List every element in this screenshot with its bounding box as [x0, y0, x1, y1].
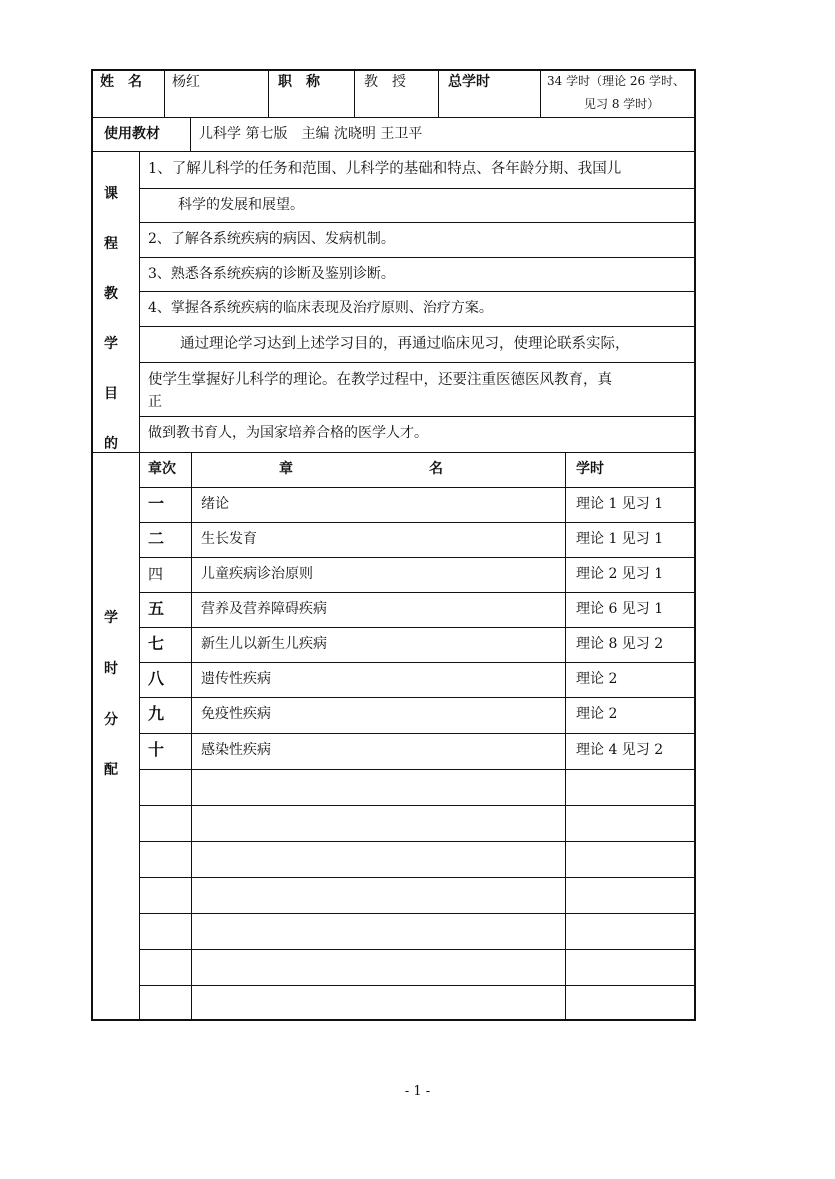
rule	[139, 592, 696, 593]
rule	[139, 362, 696, 363]
rule	[438, 69, 439, 117]
schedule-label-char: 配	[104, 762, 118, 778]
total-hours-label: 总学时	[448, 74, 490, 90]
rule	[164, 69, 165, 117]
title-value: 教 授	[364, 74, 406, 90]
name-header-2: 名	[429, 461, 443, 477]
schedule-label-char: 分	[104, 712, 118, 728]
rule	[139, 805, 696, 806]
chapter-name-cell: 营养及营养障碍疾病	[201, 601, 327, 617]
chapter-cell: 一	[148, 494, 165, 513]
chapter-name-cell: 生长发育	[201, 531, 257, 547]
objective-line: 做到教书育人，为国家培养合格的医学人才。	[148, 425, 428, 441]
chapter-cell: 八	[148, 669, 165, 688]
total-hours-value-line2: 见习 8 学时）	[584, 97, 660, 111]
objective-line: 1、了解儿科学的任务和范围、儿科学的基础和特点、各年龄分期、我国儿	[148, 161, 622, 177]
rule	[139, 557, 696, 558]
schedule-label-char: 时	[104, 661, 118, 677]
objective-line: 3、熟悉各系统疾病的诊断及鉴别诊断。	[148, 266, 395, 282]
rule	[139, 733, 696, 734]
rule	[540, 69, 541, 117]
name-header-1: 章	[279, 461, 293, 477]
rule	[139, 522, 696, 523]
rule	[139, 291, 696, 292]
chapter-cell: 九	[148, 704, 165, 723]
rule	[565, 452, 566, 1021]
objectives-label-char: 目	[104, 386, 118, 402]
chapter-cell: 四	[148, 565, 164, 583]
title-label: 职 称	[278, 74, 320, 90]
rule	[191, 452, 192, 1021]
rule	[354, 69, 355, 117]
rule	[139, 913, 696, 914]
name-label: 姓 名	[100, 74, 142, 90]
hours-cell: 理论 2	[576, 671, 618, 687]
objective-line: 科学的发展和展望。	[178, 197, 304, 213]
hours-cell: 理论 1 见习 1	[576, 531, 664, 547]
objective-line: 2、了解各系统疾病的病因、发病机制。	[148, 231, 395, 247]
objective-line: 使学生掌握好儿科学的理论。在教学过程中，还要注重医德医风教育，真	[148, 372, 612, 388]
objectives-label-char: 教	[104, 286, 118, 302]
rule	[139, 627, 696, 628]
objectives-label-char: 课	[104, 186, 118, 202]
rule	[91, 117, 696, 118]
rule	[91, 452, 696, 453]
hours-cell: 理论 2	[576, 706, 618, 722]
chapter-cell: 十	[148, 740, 165, 759]
textbook-value: 儿科学 第七版 主编 沈晓明 王卫平	[199, 126, 423, 142]
rule	[139, 222, 696, 223]
total-hours-value-line1: 34 学时（理论 26 学时、	[547, 74, 685, 88]
rule	[139, 697, 696, 698]
chapter-cell: 二	[148, 529, 165, 548]
objective-line: 通过理论学习达到上述学习目的，再通过临床见习，使理论联系实际，	[180, 336, 630, 352]
chapter-name-cell: 绪论	[201, 496, 229, 512]
rule	[139, 416, 696, 417]
rule	[139, 985, 696, 986]
rule	[91, 151, 696, 152]
rule	[190, 117, 191, 151]
objectives-label-char: 程	[104, 236, 118, 252]
chapter-cell: 七	[148, 634, 165, 653]
chapter-cell: 五	[148, 599, 165, 618]
name-value: 杨红	[172, 74, 200, 90]
hours-header: 学时	[576, 461, 604, 477]
rule	[139, 877, 696, 878]
hours-cell: 理论 2 见习 1	[576, 566, 664, 582]
textbook-label: 使用教材	[104, 126, 160, 142]
hours-cell: 理论 8 见习 2	[576, 636, 664, 652]
rule	[139, 188, 696, 189]
objectives-label-char: 学	[104, 336, 118, 352]
chapter-name-cell: 儿童疾病诊治原则	[201, 566, 313, 582]
chapter-name-cell: 感染性疾病	[201, 742, 271, 758]
rule	[139, 769, 696, 770]
objective-line: 4、掌握各系统疾病的临床表现及治疗原则、治疗方案。	[148, 300, 493, 316]
hours-cell: 理论 4 见习 2	[576, 742, 664, 758]
chapter-name-cell: 遗传性疾病	[201, 671, 271, 687]
chapter-name-cell: 免疫性疾病	[201, 706, 271, 722]
objectives-label-char: 的	[104, 436, 118, 452]
page-number: - 1 -	[404, 1084, 431, 1099]
hours-cell: 理论 1 见习 1	[576, 496, 664, 512]
rule	[139, 841, 696, 842]
schedule-label-char: 学	[104, 610, 118, 626]
rule	[268, 69, 269, 117]
rule	[139, 326, 696, 327]
rule	[139, 949, 696, 950]
objective-line: 正	[148, 394, 162, 410]
hours-cell: 理论 6 见习 1	[576, 601, 664, 617]
chapter-name-cell: 新生儿以新生儿疾病	[201, 636, 327, 652]
rule	[139, 151, 140, 1021]
chapter-header: 章次	[148, 461, 176, 477]
rule	[139, 487, 696, 488]
rule	[139, 662, 696, 663]
rule	[139, 257, 696, 258]
